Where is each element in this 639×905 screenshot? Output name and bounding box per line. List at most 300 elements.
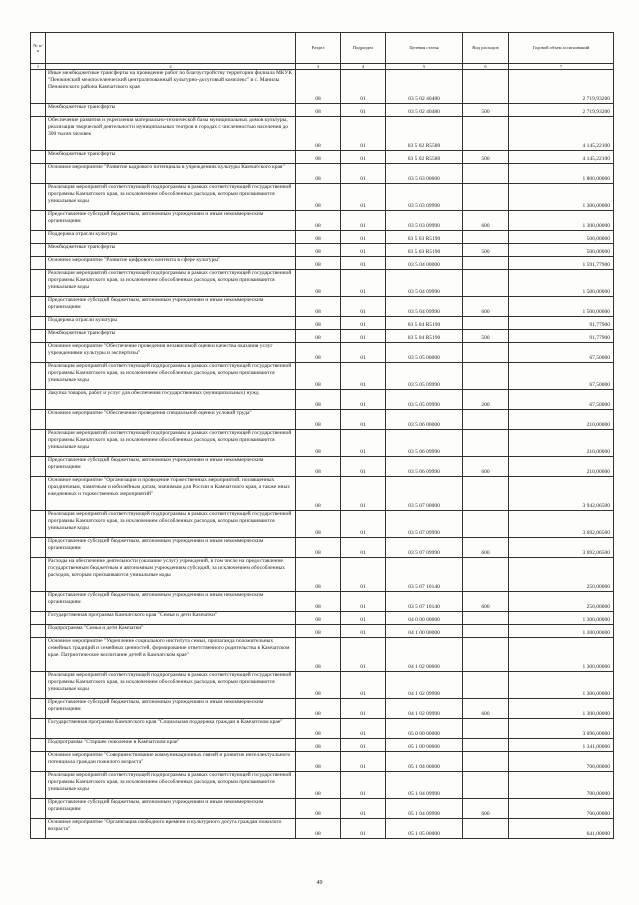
row-number [31, 164, 46, 184]
table-row [31, 297, 614, 317]
row-podrazdel: 01 [341, 70, 386, 104]
row-podrazdel: 01 [341, 719, 386, 739]
row-number [31, 257, 46, 270]
row-target-article: 03 5 07 10140 [386, 558, 463, 592]
row-name: Основное мероприятие "Совершенствование коммуникационных связей и развитие интеллектуального потенциала граждан пожилого возраста" [46, 752, 296, 772]
row-name: Межбюджетные трансферты [46, 151, 296, 164]
row-target-article: 03 5 03 09990 [386, 184, 463, 211]
table-row [31, 457, 614, 477]
row-target-article: 03 5 07 09990 [386, 538, 463, 558]
row-podrazdel: 01 [341, 117, 386, 151]
row-name: Поддержка отрасли культуры [46, 317, 296, 330]
row-razdel: 08 [296, 297, 341, 317]
row-podrazdel: 01 [341, 164, 386, 184]
row-sum: 700,00000 [509, 752, 614, 772]
row-sum: 1 300,00000 [509, 638, 614, 672]
row-sum: 1 500,00000 [509, 297, 614, 317]
row-name: Предоставление субсидий бюджетным, автономным учреждениям и иным некоммерческим организациям [46, 457, 296, 477]
row-name: Подпрограмма "Старшее поколение в Камчатском крае" [46, 739, 296, 752]
row-target-article: 03 5 03 R5190 [386, 244, 463, 257]
row-expense-type [463, 558, 509, 592]
row-target-article: 03 5 02 R5580 [386, 151, 463, 164]
row-razdel: 08 [296, 819, 341, 839]
row-target-article: 05 1 04 09990 [386, 799, 463, 819]
row-expense-type [463, 638, 509, 672]
row-name: Реализация мероприятий соответствующей подпрограммы в рамках соответствующей государственной программы Камчатского края, за исключением обособленных расходов, которым присваиваются уникальные коды [46, 184, 296, 211]
row-sum: 500,00000 [509, 231, 614, 244]
row-target-article: 05 1 04 00000 [386, 752, 463, 772]
row-razdel: 08 [296, 625, 341, 638]
row-target-article: 05 1 00 00000 [386, 739, 463, 752]
table-row [31, 244, 614, 257]
table-row [31, 772, 614, 799]
row-number [31, 592, 46, 612]
row-name: Основное мероприятие "Укрепление социального института семьи, пропаганда положительных семейных традиций и семейных ценностей, формирование ответственного родительства в Камчатском крае. Патриотическое воспитание детей в Камчатском крае" [46, 638, 296, 672]
row-name: Подпрограмма "Семья и дети Камчатки" [46, 625, 296, 638]
row-target-article: 04 1 02 09990 [386, 699, 463, 719]
column-number: 2 [46, 64, 296, 70]
row-razdel: 08 [296, 151, 341, 164]
table-row [31, 739, 614, 752]
row-target-article: 03 5 03 R5190 [386, 231, 463, 244]
row-sum: 1 300,00000 [509, 184, 614, 211]
row-target-article: 03 5 04 R5190 [386, 330, 463, 343]
row-expense-type: 500 [463, 151, 509, 164]
row-podrazdel: 01 [341, 511, 386, 538]
row-expense-type [463, 625, 509, 638]
row-name: Основное мероприятие "Обеспечение проведения специальной оценки условий труда" [46, 410, 296, 430]
row-target-article: 03 5 07 00000 [386, 477, 463, 511]
row-podrazdel: 01 [341, 330, 386, 343]
row-expense-type [463, 317, 509, 330]
row-sum: 4 145,22100 [509, 117, 614, 151]
row-expense-type [463, 612, 509, 625]
row-razdel: 08 [296, 231, 341, 244]
table-row [31, 538, 614, 558]
row-expense-type [463, 270, 509, 297]
row-name: Поддержка отрасли культуры [46, 231, 296, 244]
table-row [31, 625, 614, 638]
row-number [31, 231, 46, 244]
row-name: Реализация мероприятий соответствующей подпрограммы в рамках соответствующей государственной программы Камчатского края, за исключением обособленных расходов, которым присваиваются уникальные коды [46, 270, 296, 297]
row-razdel: 08 [296, 538, 341, 558]
row-expense-type [463, 819, 509, 839]
row-target-article: 03 5 06 09990 [386, 457, 463, 477]
row-podrazdel: 01 [341, 390, 386, 410]
table-header-row [31, 33, 614, 64]
row-podrazdel: 01 [341, 343, 386, 363]
header-razdel: Раздел [296, 33, 341, 64]
row-podrazdel: 01 [341, 317, 386, 330]
row-sum: 1 300,00000 [509, 625, 614, 638]
row-name: Обеспечение развития и укрепления материально-технической базы муниципальных домов культуры, реализация творческой деятельности муниципальных театров в городах с численностью населения до 300 тысяч человек [46, 117, 296, 151]
table-row [31, 430, 614, 457]
row-sum: 1 341,00000 [509, 739, 614, 752]
row-razdel: 08 [296, 363, 341, 390]
row-sum: 250,00000 [509, 558, 614, 592]
row-number [31, 799, 46, 819]
table-row [31, 104, 614, 117]
row-name: Реализация мероприятий соответствующей подпрограммы в рамках соответствующей государственной программы Камчатского края, за исключением обособленных расходов, которым присваиваются уникальные коды [46, 672, 296, 699]
table-row [31, 410, 614, 430]
row-expense-type [463, 719, 509, 739]
row-number [31, 625, 46, 638]
row-podrazdel: 01 [341, 558, 386, 592]
row-razdel: 08 [296, 211, 341, 231]
row-sum: 1 591,77900 [509, 257, 614, 270]
row-number [31, 363, 46, 390]
row-name: Предоставление субсидий бюджетным, автономным учреждениям и иным некоммерческим организациям [46, 799, 296, 819]
row-number [31, 343, 46, 363]
row-razdel: 08 [296, 244, 341, 257]
row-sum: 500,00000 [509, 244, 614, 257]
row-podrazdel: 01 [341, 211, 386, 231]
row-expense-type [463, 70, 509, 104]
row-expense-type [463, 231, 509, 244]
row-expense-type [463, 363, 509, 390]
row-name: Иные межбюджетные трансферты на проведение работ по благоустройству территории филиала МКУК "Пенжинский межпоселенческий централизованный культурно-досуговый комплекс" в с. Манилы Пенжинского района Камчатского края [46, 70, 296, 104]
row-target-article: 03 5 02 R5580 [386, 117, 463, 151]
header-annual-volume: Годовой объем ассигнований [509, 33, 614, 64]
column-number: 6 [463, 64, 509, 70]
row-podrazdel: 01 [341, 752, 386, 772]
row-podrazdel: 01 [341, 257, 386, 270]
row-razdel: 08 [296, 592, 341, 612]
table-row [31, 511, 614, 538]
row-target-article: 03 5 05 00000 [386, 343, 463, 363]
table-row [31, 477, 614, 511]
row-podrazdel: 01 [341, 151, 386, 164]
row-expense-type: 500 [463, 244, 509, 257]
row-number [31, 739, 46, 752]
row-target-article: 03 5 06 09990 [386, 430, 463, 457]
row-sum: 1 300,00000 [509, 699, 614, 719]
row-razdel: 08 [296, 699, 341, 719]
row-sum: 1 300,00000 [509, 612, 614, 625]
column-number: 1 [31, 64, 46, 70]
table-row [31, 70, 614, 104]
row-razdel: 08 [296, 343, 341, 363]
row-number [31, 410, 46, 430]
row-expense-type [463, 430, 509, 457]
row-sum: 1 500,00000 [509, 270, 614, 297]
table-row [31, 699, 614, 719]
row-sum: 250,00000 [509, 592, 614, 612]
row-razdel: 08 [296, 752, 341, 772]
row-target-article: 03 5 02 40480 [386, 104, 463, 117]
table-row [31, 270, 614, 297]
row-podrazdel: 01 [341, 799, 386, 819]
row-number [31, 538, 46, 558]
row-name: Предоставление субсидий бюджетным, автономным учреждениям и иным некоммерческим организациям [46, 211, 296, 231]
row-sum: 1 300,00000 [509, 211, 614, 231]
row-razdel: 08 [296, 104, 341, 117]
row-expense-type [463, 772, 509, 799]
column-number: 4 [341, 64, 386, 70]
row-podrazdel: 01 [341, 699, 386, 719]
row-podrazdel: 01 [341, 410, 386, 430]
table-row [31, 317, 614, 330]
row-number [31, 457, 46, 477]
row-target-article: 03 5 02 40480 [386, 70, 463, 104]
row-name: Закупка товаров, работ и услуг для обеспечения государственных (муниципальных) нужд [46, 390, 296, 410]
table-row [31, 752, 614, 772]
row-podrazdel: 01 [341, 477, 386, 511]
row-sum: 210,00000 [509, 430, 614, 457]
row-number [31, 477, 46, 511]
table-row [31, 211, 614, 231]
row-podrazdel: 01 [341, 612, 386, 625]
table-row [31, 343, 614, 363]
row-name: Межбюджетные трансферты [46, 330, 296, 343]
header-podrazdel: Подраздел [341, 33, 386, 64]
row-number [31, 330, 46, 343]
row-target-article: 03 5 03 00000 [386, 164, 463, 184]
row-number [31, 672, 46, 699]
row-razdel: 08 [296, 70, 341, 104]
row-number [31, 558, 46, 592]
row-podrazdel: 01 [341, 104, 386, 117]
row-sum: 2 719,93200 [509, 70, 614, 104]
row-expense-type [463, 257, 509, 270]
row-target-article: 03 5 04 00000 [386, 257, 463, 270]
row-expense-type: 600 [463, 297, 509, 317]
row-sum: 67,50000 [509, 343, 614, 363]
row-number [31, 772, 46, 799]
row-name: Государственная программа Камчатского края "Семья и дети Камчатки" [46, 612, 296, 625]
header-number: № п/п [31, 33, 46, 64]
row-number [31, 638, 46, 672]
row-podrazdel: 01 [341, 244, 386, 257]
header-target-article: Целевая статья [386, 33, 463, 64]
row-podrazdel: 01 [341, 819, 386, 839]
row-target-article: 03 5 04 R5190 [386, 317, 463, 330]
row-sum: 67,50000 [509, 390, 614, 410]
row-number [31, 752, 46, 772]
row-target-article: 05 0 00 00000 [386, 719, 463, 739]
table-row [31, 819, 614, 839]
row-razdel: 08 [296, 799, 341, 819]
row-razdel: 08 [296, 772, 341, 799]
table-row [31, 672, 614, 699]
budget-table [30, 32, 614, 839]
table-row [31, 799, 614, 819]
table-row [31, 363, 614, 390]
row-razdel: 08 [296, 410, 341, 430]
table-row [31, 164, 614, 184]
row-number [31, 104, 46, 117]
row-sum: 3 096,00000 [509, 719, 614, 739]
row-expense-type: 500 [463, 104, 509, 117]
row-expense-type: 600 [463, 799, 509, 819]
row-number [31, 117, 46, 151]
row-sum: 2 719,93200 [509, 104, 614, 117]
table-row [31, 390, 614, 410]
row-podrazdel: 01 [341, 538, 386, 558]
row-number [31, 390, 46, 410]
row-razdel: 08 [296, 184, 341, 211]
row-target-article: 04 1 00 00000 [386, 625, 463, 638]
row-razdel: 08 [296, 612, 341, 625]
row-number [31, 151, 46, 164]
table-row [31, 257, 614, 270]
row-razdel: 08 [296, 390, 341, 410]
row-podrazdel: 01 [341, 231, 386, 244]
row-name: Реализация мероприятий соответствующей подпрограммы в рамках соответствующей государственной программы Камчатского края, за исключением обособленных расходов, которым присваиваются уникальные коды [46, 363, 296, 390]
row-razdel: 08 [296, 739, 341, 752]
row-number [31, 612, 46, 625]
row-podrazdel: 01 [341, 363, 386, 390]
row-target-article: 03 5 04 09990 [386, 297, 463, 317]
row-razdel: 08 [296, 430, 341, 457]
row-razdel: 08 [296, 457, 341, 477]
row-target-article: 04 1 02 00000 [386, 638, 463, 672]
row-name: Межбюджетные трансферты [46, 244, 296, 257]
row-expense-type: 200 [463, 390, 509, 410]
row-razdel: 08 [296, 330, 341, 343]
row-number [31, 317, 46, 330]
row-podrazdel: 01 [341, 297, 386, 317]
page-number: 49 [316, 880, 323, 886]
row-target-article: 04 0 00 00000 [386, 612, 463, 625]
row-name: Предоставление субсидий бюджетным, автономным учреждениям и иным некоммерческим организациям [46, 297, 296, 317]
column-number: 5 [386, 64, 463, 70]
row-expense-type [463, 164, 509, 184]
row-name: Межбюджетные трансферты [46, 104, 296, 117]
row-expense-type: 600 [463, 457, 509, 477]
row-expense-type: 500 [463, 330, 509, 343]
row-expense-type: 600 [463, 592, 509, 612]
row-number [31, 244, 46, 257]
row-sum: 91,77900 [509, 330, 614, 343]
row-sum: 210,00000 [509, 410, 614, 430]
row-name: Реализация мероприятий соответствующей подпрограммы в рамках соответствующей государственной программы Камчатского края, за исключением обособленных расходов, которым присваиваются уникальные коды [46, 772, 296, 799]
row-name: Основное мероприятие "Организация свободного времени и культурного досуга граждан пожилого возраста" [46, 819, 296, 839]
row-razdel: 08 [296, 638, 341, 672]
row-target-article: 03 5 07 09990 [386, 511, 463, 538]
row-sum: 4 145,22100 [509, 151, 614, 164]
row-name: Расходы на обеспечение деятельности (оказание услуг) учреждений, в том числе на предоставление государственным бюджетным и автономным учреждениям субсидий, за исключением обособленных расходов, которым присваиваются уникальные коды [46, 558, 296, 592]
row-name: Предоставление субсидий бюджетным, автономным учреждениям и иным некоммерческим организациям [46, 592, 296, 612]
table-body [31, 70, 614, 839]
row-name: Предоставление субсидий бюджетным, автономным учреждениям и иным некоммерческим организациям [46, 699, 296, 719]
row-number [31, 184, 46, 211]
table-row [31, 638, 614, 672]
row-number [31, 270, 46, 297]
row-target-article: 04 1 02 09990 [386, 672, 463, 699]
row-sum: 3 942,06500 [509, 477, 614, 511]
row-podrazdel: 01 [341, 739, 386, 752]
row-podrazdel: 01 [341, 457, 386, 477]
row-podrazdel: 01 [341, 270, 386, 297]
row-name: Предоставление субсидий бюджетным, автономным учреждениям и иным некоммерческим организациям [46, 538, 296, 558]
row-target-article: 03 5 06 00000 [386, 410, 463, 430]
row-target-article: 03 5 05 09990 [386, 363, 463, 390]
row-target-article: 05 1 04 09990 [386, 772, 463, 799]
row-target-article: 05 1 05 00000 [386, 819, 463, 839]
row-expense-type [463, 343, 509, 363]
header-expense-type: Вид расходов [463, 33, 509, 64]
row-name: Реализация мероприятий соответствующей подпрограммы в рамках соответствующей государственной программы Камчатского края, за исключением обособленных расходов, которым присваиваются уникальные коды [46, 511, 296, 538]
column-number: 7 [509, 64, 614, 70]
row-razdel: 08 [296, 270, 341, 297]
row-podrazdel: 01 [341, 625, 386, 638]
row-razdel: 08 [296, 511, 341, 538]
row-podrazdel: 01 [341, 638, 386, 672]
row-expense-type [463, 752, 509, 772]
row-expense-type [463, 410, 509, 430]
row-razdel: 08 [296, 558, 341, 592]
row-target-article: 03 5 05 09990 [386, 390, 463, 410]
row-target-article: 03 5 03 09990 [386, 211, 463, 231]
table-row [31, 558, 614, 592]
row-expense-type [463, 477, 509, 511]
row-razdel: 08 [296, 719, 341, 739]
row-sum: 641,00000 [509, 819, 614, 839]
row-sum: 700,00000 [509, 772, 614, 799]
row-podrazdel: 01 [341, 672, 386, 699]
row-name: Государственная программа Камчатского края "Социальная поддержка граждан в Камчатском крае" [46, 719, 296, 739]
row-name: Основное мероприятие "Обеспечение проведения независимой оценки качества оказания услуг учреждениями культуры и экспертизы" [46, 343, 296, 363]
row-name: Основное мероприятие "Развитие цифрового контента в сфере культуры" [46, 257, 296, 270]
row-razdel: 08 [296, 117, 341, 151]
row-sum: 1 300,00000 [509, 672, 614, 699]
table-row [31, 151, 614, 164]
row-target-article: 03 5 07 10140 [386, 592, 463, 612]
row-name: Реализация мероприятий соответствующей подпрограммы в рамках соответствующей государственной программы Камчатского края, за исключением обособленных расходов, которым присваиваются уникальные коды [46, 430, 296, 457]
row-expense-type [463, 672, 509, 699]
row-sum: 91,77900 [509, 317, 614, 330]
table-row [31, 330, 614, 343]
row-sum: 1 800,00000 [509, 164, 614, 184]
table-row [31, 592, 614, 612]
row-podrazdel: 01 [341, 184, 386, 211]
row-number [31, 511, 46, 538]
row-razdel: 08 [296, 672, 341, 699]
table-row [31, 612, 614, 625]
row-expense-type [463, 117, 509, 151]
row-expense-type: 600 [463, 538, 509, 558]
row-sum: 3 692,06500 [509, 511, 614, 538]
table-row [31, 117, 614, 151]
row-number [31, 70, 46, 104]
row-podrazdel: 01 [341, 430, 386, 457]
table-row [31, 231, 614, 244]
row-sum: 67,50000 [509, 363, 614, 390]
row-number [31, 297, 46, 317]
row-expense-type [463, 739, 509, 752]
row-sum: 700,00000 [509, 799, 614, 819]
row-number [31, 819, 46, 839]
row-sum: 210,00000 [509, 457, 614, 477]
row-target-article: 03 5 04 09990 [386, 270, 463, 297]
column-number: 3 [296, 64, 341, 70]
row-podrazdel: 01 [341, 592, 386, 612]
row-number [31, 211, 46, 231]
table-row [31, 719, 614, 739]
row-number [31, 719, 46, 739]
row-sum: 3 692,06500 [509, 538, 614, 558]
row-name: Основное мероприятие "Организация и проведение торжественных мероприятий, посвященных праздничным, памятным и юбилейным датам, значимым для России и Камчатского края, а также иных ежедневных и торжественных мероприятий" [46, 477, 296, 511]
row-expense-type: 600 [463, 211, 509, 231]
row-name: Основное мероприятие "Развитие кадрового потенциала в учреждениях культуры Камчатского края" [46, 164, 296, 184]
row-razdel: 08 [296, 257, 341, 270]
table-row [31, 184, 614, 211]
header-name [46, 33, 296, 64]
row-number [31, 430, 46, 457]
row-razdel: 08 [296, 164, 341, 184]
row-razdel: 08 [296, 477, 341, 511]
